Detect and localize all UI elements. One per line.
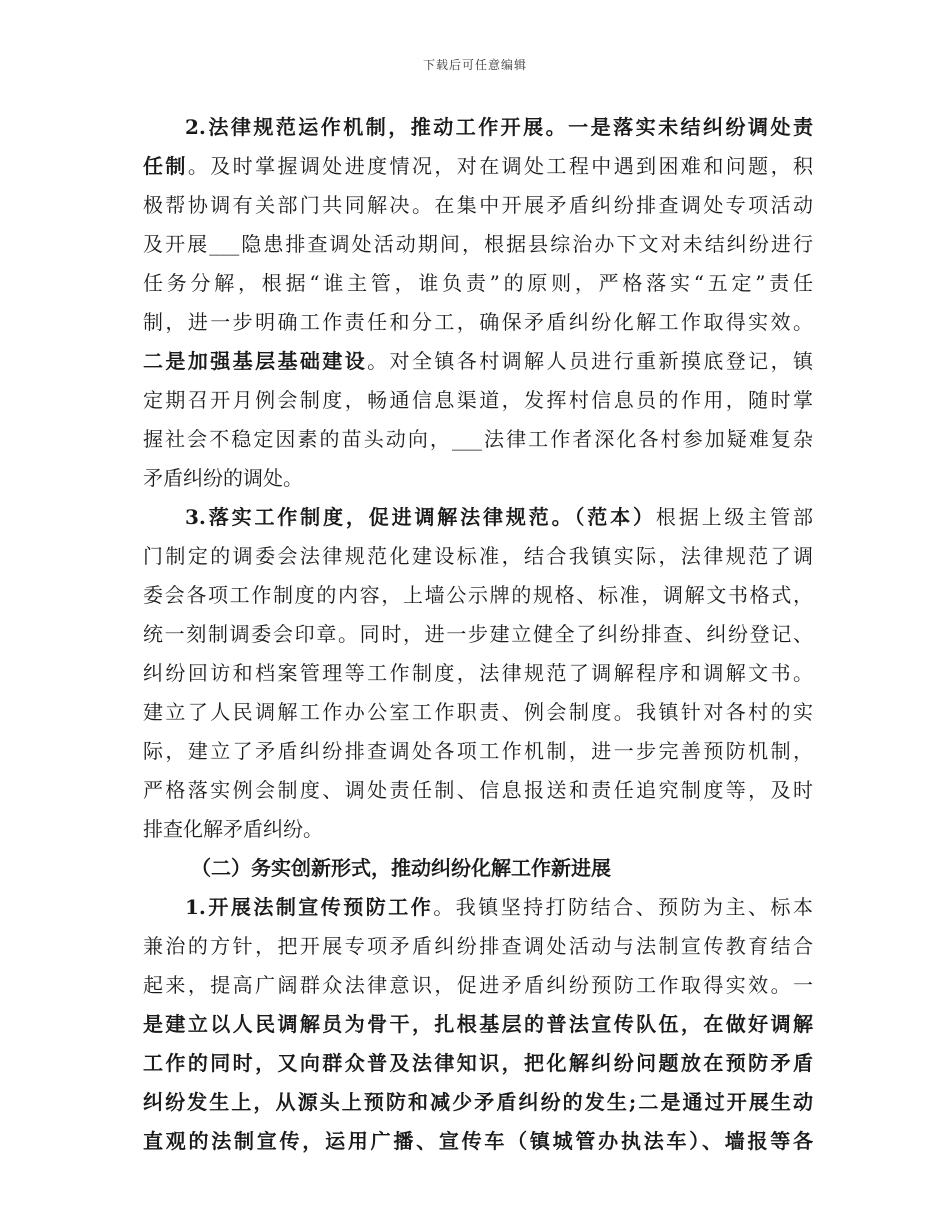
bold-text-run: 1.开展法制宣传预防工作 [185,895,434,919]
text-line [143,693,813,732]
text-line [143,654,813,693]
text-run: 统一刻制调委会印章。同时，进一步建立健全了纠纷排查、纠纷登记、 [143,622,813,646]
text-run: 排查化解矛盾纠纷。 [143,817,323,841]
bold-text-run: 2.法律规范运作机制，推动工作开展。一是落实未结纠纷调处责 [185,115,813,139]
text-run: 。及时掌握调处进度情况，对在调处工程中遇到困难和问题，积 [187,154,814,178]
text-run: 任务分解，根据“谁主管，谁负责”的原则，严格落实“五定”责任 [143,271,813,295]
text-run: 起来，提高广阔群众法律意识，促进矛盾纠纷预防工作取得实效。一 [143,973,813,997]
text-run: 纠纷回访和档案管理等工作制度，法律规范了调解程序和调解文书。 [143,661,813,685]
text-run: 及开展___隐患排查调处活动期间，根据县综治办下文对未结纠纷进行 [143,232,813,256]
text-line [143,420,813,459]
bold-text-run: 二是加强基层基础建设 [143,349,368,373]
text-line [143,771,813,810]
text-line [143,849,813,888]
text-line [143,186,813,225]
text-run: 兼治的方针，把开展专项矛盾纠纷排查调处活动与法制宣传教育结合 [143,934,813,958]
bold-text-run: 纠纷发生上，从源头上预防和减少矛盾纠纷的发生;二是通过开展生动 [143,1090,813,1114]
text-run: 握社会不稳定因素的苗头动向，___法律工作者深化各村参加疑难复杂 [143,427,813,451]
text-run: 严格落实例会制度、调处责任制、信息报送和责任追究制度等，及时 [143,778,813,802]
text-line [143,303,813,342]
text-line [143,1083,813,1122]
text-line [143,381,813,420]
text-line [143,459,813,498]
text-line [143,342,813,381]
page-header: 下载后可任意编辑 [422,58,527,72]
text-run: 定期召开月例会制度，畅通信息渠道，发挥村信息员的作用，随时掌 [143,388,813,412]
text-line [143,732,813,771]
text-line [143,108,813,147]
bold-text-run: 是建立以人民调解员为骨干，扎根基层的普法宣传队伍，在做好调解 [143,1012,813,1036]
text-line [143,927,813,966]
bold-text-run: （二）务实创新形式，推动纠纷化解工作新进展 [191,856,611,880]
text-line [143,537,813,576]
text-line [143,264,813,303]
text-run: 。对全镇各村调解人员进行重新摸底登记，镇 [367,349,814,373]
text-run: 。我镇坚持打防结合、预防为主、标本 [433,895,814,919]
bold-text-run: 工作的同时，又向群众普及法律知识，把化解纠纷问题放在预防矛盾 [143,1051,813,1075]
text-run: 极帮协调有关部门共同解决。在集中开展矛盾纠纷排查调处专项活动 [143,193,813,217]
text-run: 根据上级主管部 [655,505,813,529]
bold-text-run: 3.落实工作制度，促进调解法律规范。（范本） [185,505,656,529]
text-line [143,147,813,186]
bold-text-run: 任制 [143,154,188,178]
text-line [143,810,813,849]
document-body [143,108,813,1161]
text-run: 门制定的调委会法律规范化建设标准，结合我镇实际，法律规范了调 [143,544,813,568]
text-line [143,498,813,537]
text-run: 际，建立了矛盾纠纷排查调处各项工作机制，进一步完善预防机制， [143,739,813,763]
text-run: 委会各项工作制度的内容，上墙公示牌的规格、标准，调解文书格式， [143,583,813,607]
text-line [143,615,813,654]
text-line [143,888,813,927]
bold-text-run: 直观的法制宣传，运用广播、宣传车（镇城管办执法车）、墙报等各 [143,1129,813,1153]
text-line [143,576,813,615]
text-line [143,1005,813,1044]
text-line [143,1044,813,1083]
text-line [143,1122,813,1161]
text-run: 建立了人民调解工作办公室工作职责、例会制度。我镇针对各村的实 [143,700,813,724]
text-run: 制，进一步明确工作责任和分工，确保矛盾纠纷化解工作取得实效。 [143,310,813,334]
text-line [143,966,813,1005]
text-run: 矛盾纠纷的调处。 [143,466,303,490]
text-line [143,225,813,264]
